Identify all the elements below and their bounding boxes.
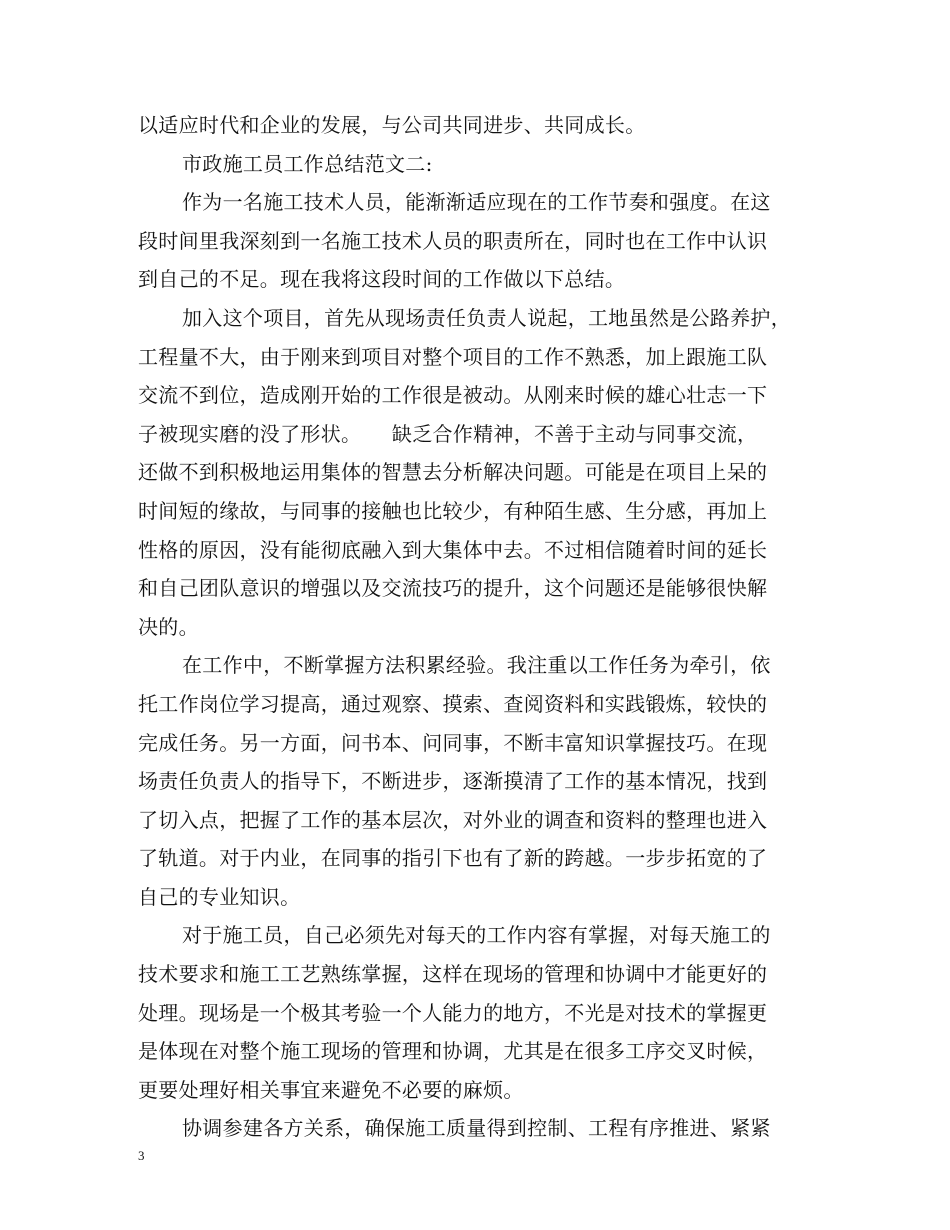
text-line: 了轨道。对于内业，在同事的指引下也有了新的跨越。一步步拓宽的了 (138, 846, 768, 871)
text-line: 在工作中，不断掌握方法积累经验。我注重以工作任务为牵引，依 (182, 653, 771, 678)
text-line: 决的。 (138, 614, 199, 639)
text-line: 加入这个项目，首先从现场责任负责人说起，工地虽然是公路养护， (182, 305, 791, 330)
text-line: 了切入点，把握了工作的基本层次，对外业的调查和资料的整理也进入 (138, 807, 768, 832)
text-line: 以适应时代和企业的发展，与公司共同进步、共同成长。 (138, 113, 646, 137)
text-line: 子被现实磨的没了形状。 缺乏合作精神，不善于主动与同事交流， (138, 421, 758, 446)
text-line: 到自己的不足。现在我将这段时间的工作做以下总结。 (138, 267, 626, 292)
text-line: 完成任务。另一方面，问书本、问同事，不断丰富知识掌握技巧。在现 (138, 730, 768, 755)
text-line: 作为一名施工技术人员，能渐渐适应现在的工作节奏和强度。在这 (182, 190, 771, 215)
page-number: 3 (138, 1148, 145, 1163)
text-line: 技术要求和施工工艺熟练掌握，这样在现场的管理和协调中才能更好的 (138, 962, 768, 987)
text-line: 对于施工员，自己必须先对每天的工作内容有掌握，对每天施工的 (182, 923, 771, 948)
text-line: 工程量不大，由于刚来到项目对整个项目的工作不熟悉，加上跟施工队 (138, 344, 768, 369)
text-line: 交流不到位，造成刚开始的工作很是被动。从刚来时候的雄心壮志一下 (138, 383, 768, 408)
text-line: 还做不到积极地运用集体的智慧去分析解决问题。可能是在项目上呆的 (138, 460, 768, 485)
body-text (138, 106, 838, 1148)
text-line: 和自己团队意识的增强以及交流技巧的提升，这个问题还是能够很快解 (138, 576, 768, 601)
section-heading: 市政施工员工作总结范文二: (182, 151, 433, 176)
text-line: 场责任负责人的指导下，不断进步，逐渐摸清了工作的基本情况，找到 (138, 769, 768, 794)
text-line: 协调参建各方关系，确保施工质量得到控制、工程有序推进、紧紧 (182, 1116, 771, 1141)
text-line: 托工作岗位学习提高，通过观察、摸索、查阅资料和实践锻炼，较快的 (138, 691, 768, 716)
text-line: 自己的专业知识。 (138, 884, 301, 909)
text-line: 时间短的缘故，与同事的接触也比较少，有种陌生感、生分感，再加上 (138, 498, 768, 523)
text-line: 性格的原因，没有能彻底融入到大集体中去。不过相信随着时间的延长 (138, 537, 768, 562)
text-line: 段时间里我深刻到一名施工技术人员的职责所在，同时也在工作中认识 (138, 228, 768, 253)
text-line: 是体现在对整个施工现场的管理和协调，尤其是在很多工序交叉时候， (138, 1039, 768, 1064)
text-line: 更要处理好相关事宜来避免不必要的麻烦。 (138, 1077, 524, 1102)
text-line: 处理。现场是一个极其考验一个人能力的地方，不光是对技术的掌握更 (138, 1000, 768, 1025)
